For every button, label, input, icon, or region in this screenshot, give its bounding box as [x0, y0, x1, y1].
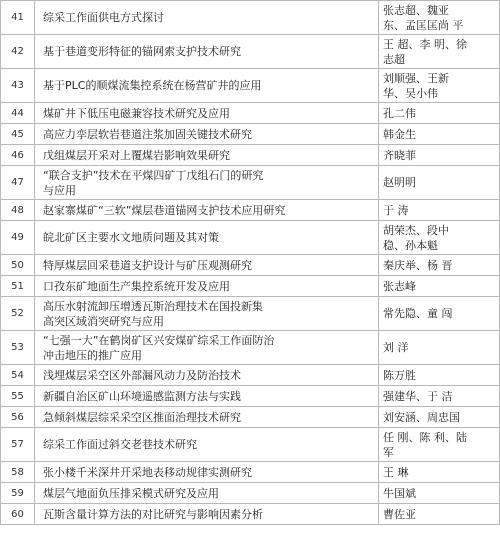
table-row	[0, 365, 500, 386]
paper-title: “七强一大”在鹤岗矿区兴安煤矿综采工作面防治 冲击地压的推广应用	[43, 333, 275, 362]
author-names: 秦庆举、杨 晋	[378, 255, 500, 275]
row-number: 54	[0, 365, 35, 385]
paper-title: 口孜东矿地面生产集控系统开发及应用	[43, 279, 230, 293]
author-names: 曹佐亚	[378, 504, 500, 524]
table-row	[0, 504, 500, 525]
author-names: 刘安涵、周忠国	[378, 407, 500, 427]
paper-title: 综采工作面过斜交老巷技术研究	[43, 438, 197, 451]
paper-title: 高应力孪层软岩巷道注浆加固关键技术研究	[43, 127, 252, 141]
paper-title: 戊组煤层开采对上覆煤岩影响效果研究	[43, 148, 230, 162]
author-names: 常先隐、童 闯	[378, 297, 500, 330]
row-number: 56	[0, 407, 35, 427]
paper-title: 基于PLC的顺煤流集控系统在杨营矿井的应用	[43, 79, 262, 92]
row-number: 59	[0, 483, 35, 503]
author-names: 齐晓菲	[378, 145, 500, 165]
table-row	[0, 69, 500, 103]
paper-title: 瓦斯含量计算方法的对比研究与影响因素分析	[43, 507, 263, 521]
author-names: 强建华、于 洁	[378, 386, 500, 406]
author-names: 韩金生	[378, 124, 500, 144]
paper-title: 煤矿井下低压电磁兼容技术研究及应用	[43, 106, 230, 120]
author-names: 刘顺强、王新 华、吴小伟	[378, 69, 500, 102]
author-names: 牛国斌	[378, 483, 500, 503]
row-number: 58	[0, 462, 35, 482]
author-names: 胡荣杰、段中 稳、孙本魁	[378, 221, 500, 254]
row-number: 60	[0, 504, 35, 524]
paper-title: 张小楼千米深井开采地表移动规律实测研究	[43, 465, 252, 479]
table-row	[0, 255, 500, 276]
row-number: 50	[0, 255, 35, 275]
table-row	[0, 276, 500, 297]
row-number: 49	[0, 221, 35, 254]
table-row	[0, 297, 500, 331]
row-number: 43	[0, 69, 35, 102]
table-row	[0, 462, 500, 483]
author-names: 任 刚、陈 利、陆 军	[378, 428, 500, 461]
row-number: 57	[0, 428, 35, 461]
paper-title: 煤层气地面负压排采模式研究及应用	[43, 486, 219, 500]
author-names: 王 超、李 明、徐 志超	[378, 35, 500, 68]
table-row	[0, 103, 500, 124]
table-row	[0, 200, 500, 221]
table-row	[0, 166, 500, 200]
paper-title: 新疆自治区矿山环境遥感监测方法与实践	[43, 389, 241, 403]
author-names: 刘 洋	[378, 331, 500, 364]
row-number: 46	[0, 145, 35, 165]
table-row	[0, 1, 500, 35]
author-names: 于 涛	[378, 200, 500, 220]
paper-title: 综采工作面供电方式探讨	[43, 11, 164, 24]
row-number: 53	[0, 331, 35, 364]
paper-title: 特厚煤层回采巷道支护设计与矿压观测研究	[43, 258, 252, 272]
row-number: 55	[0, 386, 35, 406]
author-names: 张志峰	[378, 276, 500, 296]
table-row	[0, 407, 500, 428]
table-row	[0, 124, 500, 145]
paper-title: “联合支护”技术在平煤四矿丁戊组石门的研究 与应用	[43, 168, 264, 197]
table-row	[0, 483, 500, 504]
paper-title: 急倾斜煤层综采采空区推面治理技术研究	[43, 410, 241, 424]
paper-title: 基于巷道变形特征的锚网索支护技术研究	[43, 45, 241, 58]
author-names: 张志超、魏亚 东、孟匡匡尚 平	[378, 1, 500, 34]
table-row	[0, 428, 500, 462]
paper-title: 赵家寨煤矿“三软”煤层巷道锚网支护技术应用研究	[43, 203, 286, 217]
author-names: 王 琳	[378, 462, 500, 482]
author-names: 陈万胜	[378, 365, 500, 385]
row-number: 42	[0, 35, 35, 68]
row-number: 41	[0, 1, 35, 34]
table-row	[0, 386, 500, 407]
author-names: 孔二伟	[378, 103, 500, 123]
row-number: 51	[0, 276, 35, 296]
row-number: 47	[0, 166, 35, 199]
paper-title: 皖北矿区主要水文地质问题及其对策	[43, 231, 219, 244]
row-number: 52	[0, 297, 35, 330]
row-number: 48	[0, 200, 35, 220]
paper-title: 高压水射流卸压增透瓦斯治理技术在国投新集 高突区域消突研究与应用	[43, 299, 263, 328]
author-names: 赵明明	[378, 166, 500, 199]
table-row	[0, 35, 500, 69]
paper-title: 浅埋煤层采空区外部漏风动力及防治技术	[43, 368, 241, 382]
table-row	[0, 221, 500, 255]
row-number: 44	[0, 103, 35, 123]
table-row	[0, 331, 500, 365]
row-number: 45	[0, 124, 35, 144]
table-row	[0, 145, 500, 166]
